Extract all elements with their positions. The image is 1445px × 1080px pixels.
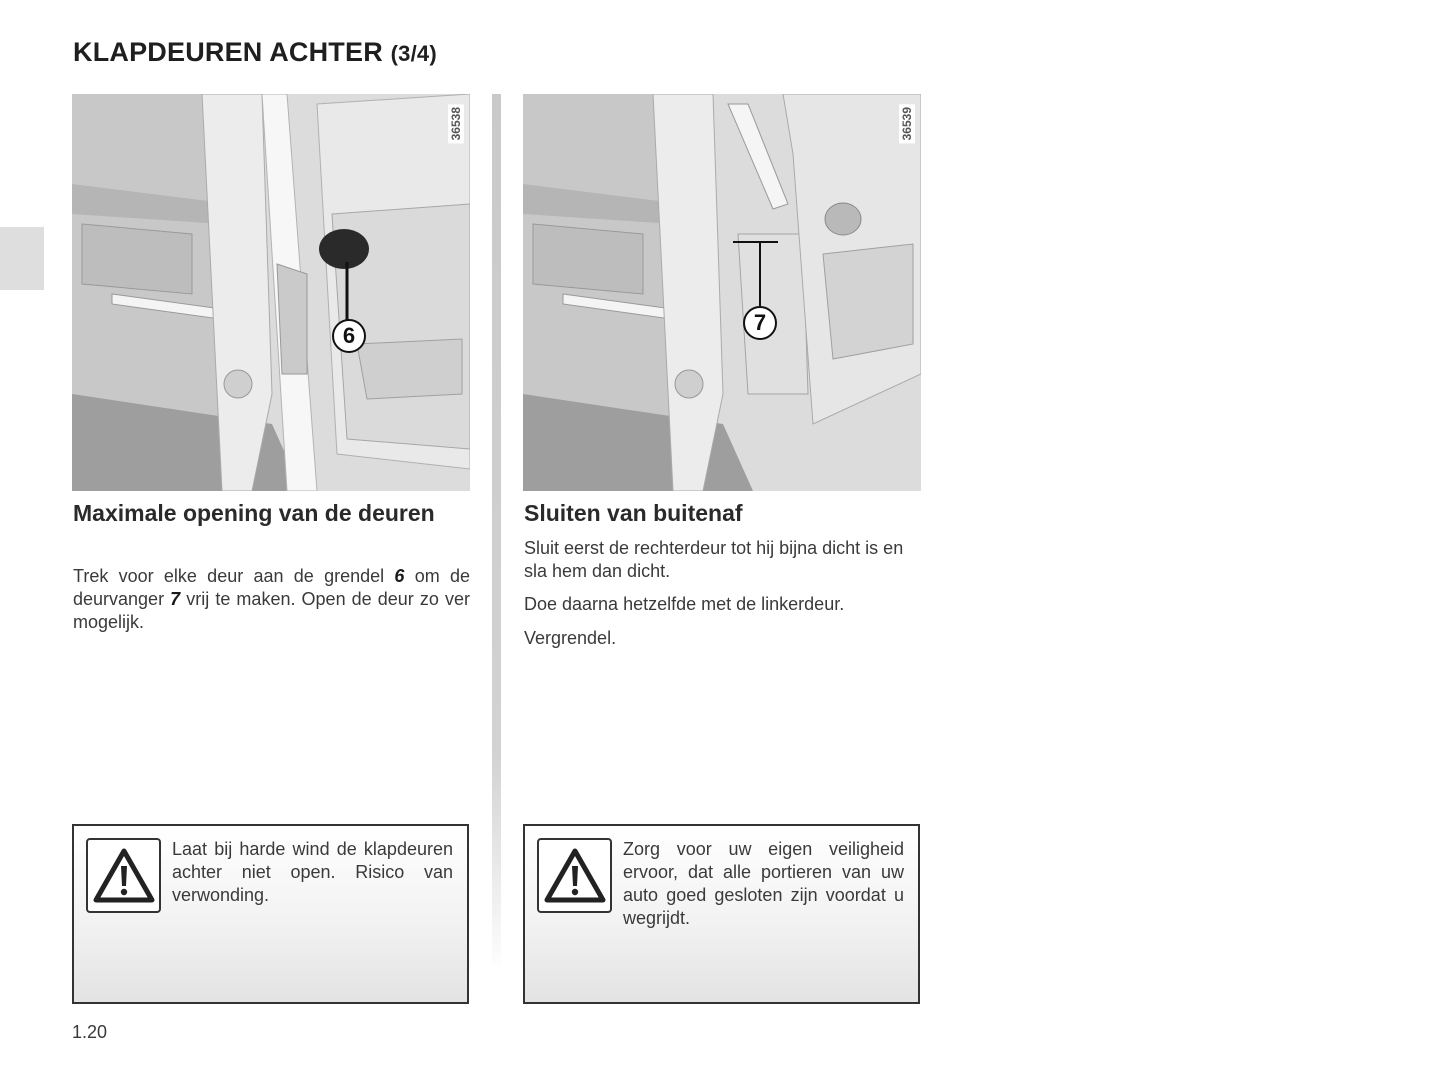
paragraph-text-1: Trek voor elke deur aan de grendel (73, 566, 395, 586)
heading-sluiten-buitenaf: Sluiten van buitenaf (524, 500, 743, 526)
paragraph-sluiten-1: Sluit eerst de rechterdeur tot hij bijna dicht is en sla hem dan dicht. (524, 538, 904, 581)
heading-maximale-opening: Maximale opening van de deuren (73, 500, 435, 526)
paragraph-sluiten-3: Vergrendel. (524, 628, 617, 648)
page-title (73, 37, 437, 68)
warning-triangle-icon (537, 838, 612, 913)
warning-box-safety (523, 824, 920, 1004)
reference-7: 7 (170, 589, 181, 609)
figure-number-36539: 36539 (899, 104, 915, 143)
warning-text-wind: Laat bij harde wind de klapdeuren achter niet open. Risico van verwonding. (172, 839, 453, 905)
column-divider (492, 94, 501, 974)
paragraph-sluiten-2: Doe daarna hetzelfde met de linkerdeur. (524, 594, 845, 614)
door-latch-illustration (72, 94, 470, 491)
callout-6: 6 (332, 319, 366, 353)
figure-door-catch (523, 94, 921, 491)
page-number: 1.20 (72, 1022, 108, 1042)
paragraph-text-3: vrij te maken. Open de deur zo ver mogelijk. (73, 589, 470, 632)
warning-box-wind (72, 824, 469, 1004)
reference-6: 6 (394, 566, 405, 586)
page-title-suffix: (3/4) (390, 41, 437, 66)
figure-number-36538: 36538 (448, 104, 464, 143)
page-title-main: KLAPDEUREN ACHTER (73, 37, 383, 67)
warning-triangle-icon (86, 838, 161, 913)
paragraph-text-2: om de deurvanger (73, 566, 470, 609)
figure-door-latch (72, 94, 470, 491)
callout-7: 7 (743, 306, 777, 340)
section-tab-marker (0, 227, 44, 290)
warning-text-safety: Zorg voor uw eigen veiligheid ervoor, dat alle portieren van uw auto goed gesloten zijn voordat u wegrijdt. (623, 839, 904, 928)
paragraph-maximale-opening (73, 565, 470, 634)
door-catch-illustration (523, 94, 921, 491)
